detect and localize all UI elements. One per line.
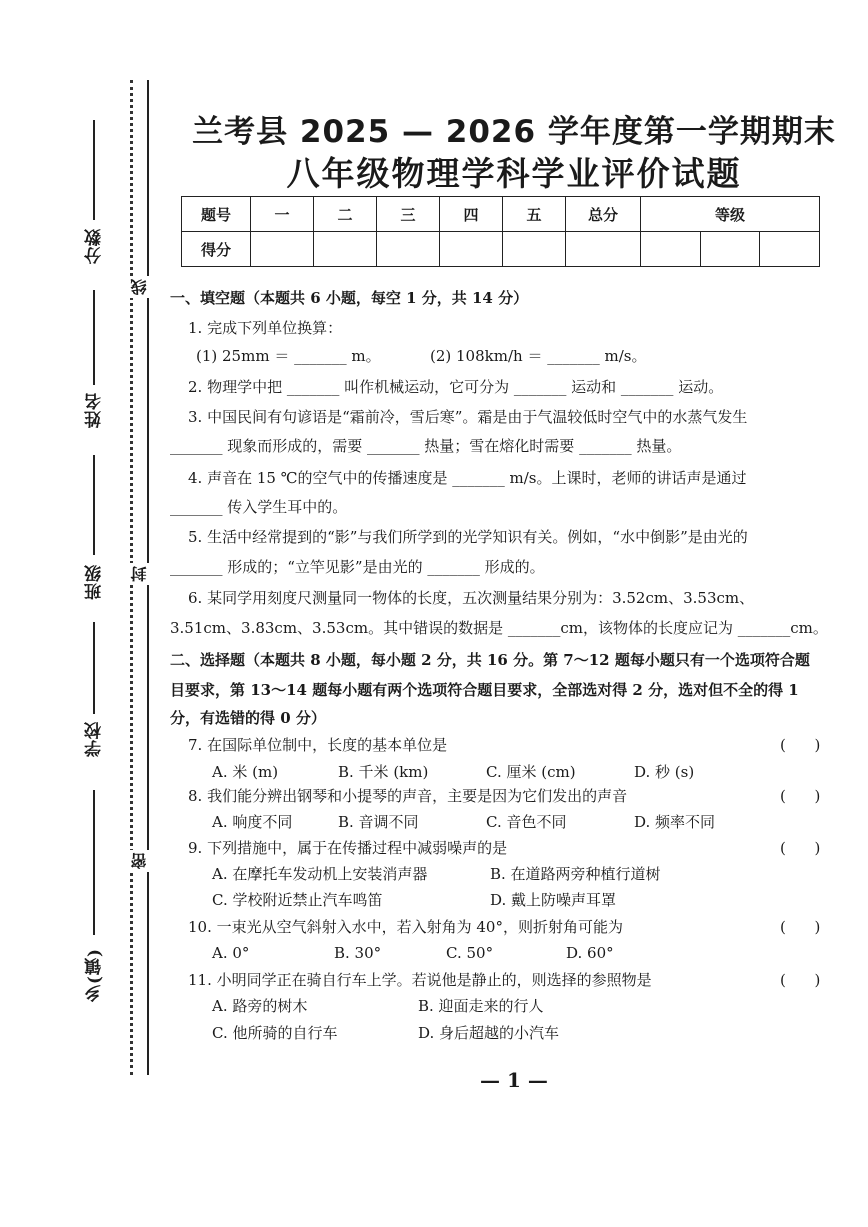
score-table-score-row — [182, 232, 820, 267]
q3-text-line2: _______ 现象而形成的，需要 _______ 热量；雪在熔化时需要 _______ 热量。 — [170, 437, 682, 455]
score-table — [181, 196, 820, 267]
q8-option-c: C. 音色不同 — [486, 813, 567, 831]
score-underline — [93, 120, 95, 220]
table-col-1: 一 — [251, 197, 314, 232]
table-col-total: 总分 — [566, 197, 641, 232]
score-cell[interactable] — [503, 232, 566, 267]
q9-option-c: C. 学校附近禁止汽车鸣笛 — [212, 891, 383, 909]
town-label: 乡(镇) — [85, 948, 105, 1003]
section2-heading-line2: 目要求，第 13～14 题每小题有两个选项符合题目要求，全部选对得 2 分，选对但不全的得 1 — [170, 681, 799, 699]
table-col-2: 二 — [314, 197, 377, 232]
q10-option-b: B. 30° — [334, 944, 382, 962]
class-label: 班级 — [85, 564, 105, 600]
q5-text-line1: 5. 生活中经常提到的“影”与我们所学到的光学知识有关。例如，“水中倒影”是由光的 — [188, 528, 748, 546]
q2-text: 2. 物理学中把 _______ 叫作机械运动，它可分为 _______ 运动和 _______ 运动。 — [188, 378, 724, 396]
q6-text-line1: 6. 某同学用刻度尺测量同一物体的长度，五次测量结果分别为：3.52cm、3.53cm、 — [188, 589, 755, 607]
q5-text-line2: _______ 形成的；“立竿见影”是由光的 _______ 形成的。 — [170, 558, 545, 576]
q7-option-d: D. 秒 (s) — [634, 763, 695, 781]
q7-option-c: C. 厘米 (cm) — [486, 763, 576, 781]
q8-answer-paren[interactable]: ( ) — [780, 787, 821, 805]
table-label-score: 得分 — [182, 232, 251, 267]
q7-answer-paren[interactable]: ( ) — [780, 736, 821, 754]
score-cell[interactable] — [440, 232, 503, 267]
q7-text: 7. 在国际单位制中，长度的基本单位是 — [188, 736, 448, 754]
q11-text: 11. 小明同学正在骑自行车上学。若说他是静止的，则选择的参照物是 — [188, 971, 652, 989]
q8-option-a: A. 响度不同 — [212, 813, 293, 831]
score-table-header-row — [182, 197, 820, 232]
grade-cell[interactable] — [641, 232, 701, 267]
q10-text: 10. 一束光从空气斜射入水中，若入射角为 40°，则折射角可能为 — [188, 918, 623, 936]
q10-option-d: D. 60° — [566, 944, 614, 962]
q8-text: 8. 我们能分辨出钢琴和小提琴的声音，主要是因为它们发出的声音 — [188, 787, 628, 805]
school-label: 学校 — [85, 721, 105, 757]
q4-text-line2: _______ 传入学生耳中的。 — [170, 498, 348, 516]
section2-heading-line3: 分，有选错的得 0 分） — [170, 709, 326, 727]
town-underline — [93, 790, 95, 935]
score-cell[interactable] — [377, 232, 440, 267]
name-underline — [93, 290, 95, 385]
table-label-question-no: 题号 — [182, 197, 251, 232]
name-label: 姓名 — [85, 392, 105, 428]
q1-text: 1. 完成下列单位换算： — [188, 319, 343, 337]
grade-cell[interactable] — [700, 232, 760, 267]
q3-text-line1: 3. 中国民间有句谚语是“霜前冷，雪后寒”。霜是由于气温较低时空气中的水蒸气发生 — [188, 408, 748, 426]
exam-title-line1: 兰考县 2025 — 2026 学年度第一学期期末 — [192, 114, 836, 150]
q11-option-c: C. 他所骑的自行车 — [212, 1024, 338, 1042]
q1-part-b: (2) 108km/h ＝ _______ m/s。 — [430, 347, 647, 365]
q9-option-b: B. 在道路两旁种植行道树 — [490, 865, 661, 883]
class-underline — [93, 455, 95, 555]
q9-answer-paren[interactable]: ( ) — [780, 839, 821, 857]
q9-option-d: D. 戴上防噪声耳罩 — [490, 891, 617, 909]
q11-answer-paren[interactable]: ( ) — [780, 971, 821, 989]
table-col-4: 四 — [440, 197, 503, 232]
q4-text-line1: 4. 声音在 15 ℃的空气中的传播速度是 _______ m/s。上课时，老师的讲话声是通过 — [188, 469, 747, 487]
q10-option-c: C. 50° — [446, 944, 494, 962]
seal-mark-xian: 线 — [128, 276, 151, 298]
q8-option-d: D. 频率不同 — [634, 813, 716, 831]
q6-text-line2: 3.51cm、3.83cm、3.53cm。其中错误的数据是 _______cm，该物体的长度应记为 _______cm。 — [170, 619, 828, 637]
table-col-5: 五 — [503, 197, 566, 232]
q7-option-b: B. 千米 (km) — [338, 763, 429, 781]
school-underline — [93, 622, 95, 714]
q7-option-a: A. 米 (m) — [212, 763, 279, 781]
grade-cell[interactable] — [760, 232, 820, 267]
section1-heading: 一、填空题（本题共 6 小题，每空 1 分，共 14 分） — [170, 289, 529, 307]
q10-option-a: A. 0° — [212, 944, 250, 962]
table-col-grade: 等级 — [641, 197, 820, 232]
q11-option-d: D. 身后超越的小汽车 — [418, 1024, 560, 1042]
q9-text: 9. 下列措施中，属于在传播过程中减弱噪声的是 — [188, 839, 508, 857]
exam-title-line2: 八年级物理学科学业评价试题 — [286, 154, 742, 193]
score-cell[interactable] — [314, 232, 377, 267]
score-cell[interactable] — [251, 232, 314, 267]
page-number: — 1 — — [480, 1068, 548, 1092]
score-label: 分数 — [85, 228, 105, 264]
seal-mark-mi: 密 — [128, 850, 151, 872]
q11-option-b: B. 迎面走来的行人 — [418, 997, 544, 1015]
seal-mark-feng: 封 — [128, 563, 151, 585]
score-cell[interactable] — [566, 232, 641, 267]
table-col-3: 三 — [377, 197, 440, 232]
q10-answer-paren[interactable]: ( ) — [780, 918, 821, 936]
q9-option-a: A. 在摩托车发动机上安装消声器 — [212, 865, 428, 883]
q8-option-b: B. 音调不同 — [338, 813, 419, 831]
q11-option-a: A. 路旁的树木 — [212, 997, 308, 1015]
section2-heading-line1: 二、选择题（本题共 8 小题，每小题 2 分，共 16 分。第 7～12 题每小题只有一个选项符合题 — [170, 651, 810, 669]
q1-part-a: (1) 25mm ＝ _______ m。 — [196, 347, 381, 365]
